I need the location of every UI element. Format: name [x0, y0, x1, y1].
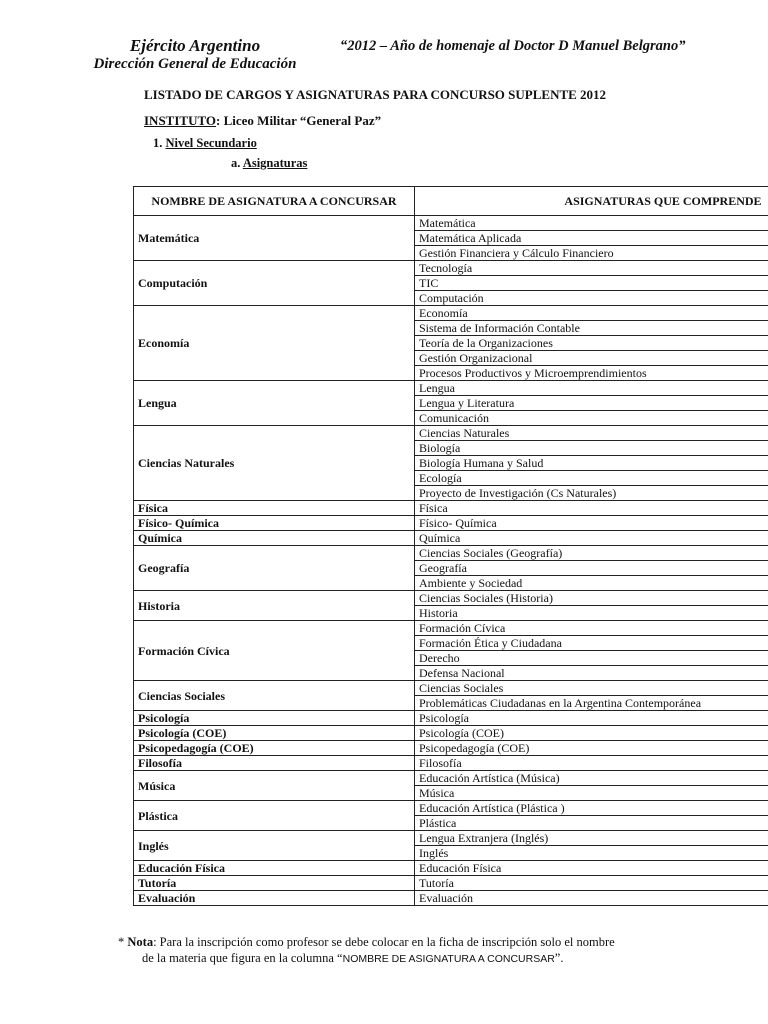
table-row: [134, 861, 768, 876]
included-subject-cell: Teoría de la Organizaciones: [415, 336, 768, 351]
included-subject-cell: Biología: [415, 441, 768, 456]
subject-name-cell: Evaluación: [134, 891, 415, 906]
included-subject-cell: Gestión Financiera y Cálculo Financiero: [415, 246, 768, 261]
subject-name-cell: Ciencias Naturales: [134, 426, 415, 501]
included-subject-cell: Ciencias Naturales: [415, 426, 768, 441]
subject-name-cell: Computación: [134, 261, 415, 306]
subject-name-cell: Economía: [134, 306, 415, 381]
footnote-text-1: : Para la inscripción como profesor se debe colocar en la ficha de inscripción solo el nombre: [153, 935, 615, 949]
table-row: [134, 756, 768, 771]
asignaturas-label: Asignaturas: [242, 156, 308, 170]
footnote-text-3: ”.: [554, 951, 564, 965]
instituto-label: INSTITUTO: [144, 113, 217, 128]
subject-name-cell: Filosofía: [134, 756, 415, 771]
included-subject-cell: Educación Artística (Música): [415, 771, 768, 786]
subject-name-cell: Formación Cívica: [134, 621, 415, 681]
included-subject-cell: Lengua: [415, 381, 768, 396]
included-subject-cell: Sistema de Información Contable: [415, 321, 768, 336]
table-row: [134, 306, 768, 321]
table-row: [134, 831, 768, 846]
included-subject-cell: Educación Física: [415, 861, 768, 876]
subject-name-cell: Físico- Química: [134, 516, 415, 531]
footnote: [118, 934, 728, 967]
included-subject-cell: Ciencias Sociales (Geografía): [415, 546, 768, 561]
included-subject-cell: Ecología: [415, 471, 768, 486]
included-subject-cell: Proyecto de Investigación (Cs Naturales): [415, 486, 768, 501]
instituto-line: [144, 113, 381, 129]
table-row: [134, 621, 768, 636]
subject-name-cell: Historia: [134, 591, 415, 621]
subject-name-cell: Plástica: [134, 801, 415, 831]
table-row: [134, 726, 768, 741]
subject-name-cell: Ciencias Sociales: [134, 681, 415, 711]
table-row: [134, 426, 768, 441]
asignaturas-heading: [231, 156, 307, 171]
included-subject-cell: Psicología (COE): [415, 726, 768, 741]
table-row: [134, 531, 768, 546]
nivel-heading: [153, 136, 257, 151]
subject-name-cell: Tutoría: [134, 876, 415, 891]
included-subject-cell: Inglés: [415, 846, 768, 861]
included-subject-cell: Economía: [415, 306, 768, 321]
included-subject-cell: Geografía: [415, 561, 768, 576]
col-header-subject: NOMBRE DE ASIGNATURA A CONCURSAR: [134, 187, 415, 216]
subject-name-cell: Psicopedagogía (COE): [134, 741, 415, 756]
table-row: [134, 681, 768, 696]
footnote-star: *: [118, 935, 128, 949]
table-row: [134, 741, 768, 756]
asignaturas-letter: a.: [231, 156, 241, 170]
subjects-table: [133, 186, 768, 906]
org-name: Ejército Argentino: [129, 36, 261, 55]
table-row: [134, 711, 768, 726]
included-subject-cell: Comunicación: [415, 411, 768, 426]
included-subject-cell: Filosofía: [415, 756, 768, 771]
table-row: [134, 801, 768, 816]
included-subject-cell: Formación Cívica: [415, 621, 768, 636]
included-subject-cell: Computación: [415, 291, 768, 306]
subject-name-cell: Lengua: [134, 381, 415, 426]
document-title: LISTADO DE CARGOS Y ASIGNATURAS PARA CONCURSO SUPLENTE 2012: [144, 87, 607, 102]
table-row: [134, 546, 768, 561]
included-subject-cell: Psicopedagogía (COE): [415, 741, 768, 756]
footnote-line-1: [118, 934, 728, 950]
included-subject-cell: Historia: [415, 606, 768, 621]
included-subject-cell: Procesos Productivos y Microemprendimientos: [415, 366, 768, 381]
header-motto: “2012 – Año de homenaje al Doctor D Manuel Belgrano”: [340, 38, 686, 54]
subject-name-cell: Química: [134, 531, 415, 546]
nivel-number: 1.: [153, 136, 163, 150]
included-subject-cell: Matemática: [415, 216, 768, 231]
table-row: [134, 516, 768, 531]
table-row: [134, 501, 768, 516]
table-row: [134, 381, 768, 396]
table-body: [134, 216, 768, 906]
included-subject-cell: Lengua Extranjera (Inglés): [415, 831, 768, 846]
included-subject-cell: Formación Ética y Ciudadana: [415, 636, 768, 651]
subject-name-cell: Matemática: [134, 216, 415, 261]
included-subject-cell: Gestión Organizacional: [415, 351, 768, 366]
included-subject-cell: Ambiente y Sociedad: [415, 576, 768, 591]
table-row: [134, 876, 768, 891]
included-subject-cell: Educación Artística (Plástica ): [415, 801, 768, 816]
included-subject-cell: Evaluación: [415, 891, 768, 906]
included-subject-cell: Química: [415, 531, 768, 546]
included-subject-cell: Plástica: [415, 816, 768, 831]
header-org-block: [60, 36, 330, 74]
included-subject-cell: Defensa Nacional: [415, 666, 768, 681]
subject-name-cell: Música: [134, 771, 415, 801]
subject-name-cell: Psicología (COE): [134, 726, 415, 741]
footnote-text-2: de la materia que figura en la columna “: [142, 951, 343, 965]
col-header-includes: ASIGNATURAS QUE COMPRENDE: [415, 187, 768, 216]
instituto-value: : Liceo Militar “General Paz”: [216, 113, 382, 128]
subject-name-cell: Educación Física: [134, 861, 415, 876]
table-row: [134, 891, 768, 906]
included-subject-cell: Lengua y Literatura: [415, 396, 768, 411]
footnote-label: Nota: [127, 935, 154, 949]
nivel-label: Nivel Secundario: [165, 136, 257, 150]
table-row: [134, 216, 768, 231]
included-subject-cell: Matemática Aplicada: [415, 231, 768, 246]
table-row: [134, 261, 768, 276]
included-subject-cell: Tutoría: [415, 876, 768, 891]
subject-name-cell: Inglés: [134, 831, 415, 861]
included-subject-cell: Psicología: [415, 711, 768, 726]
included-subject-cell: Música: [415, 786, 768, 801]
included-subject-cell: Ciencias Sociales: [415, 681, 768, 696]
table-row: [134, 591, 768, 606]
included-subject-cell: Problemáticas Ciudadanas en la Argentina Contemporánea: [415, 696, 768, 711]
included-subject-cell: TIC: [415, 276, 768, 291]
subject-name-cell: Psicología: [134, 711, 415, 726]
included-subject-cell: Biología Humana y Salud: [415, 456, 768, 471]
included-subject-cell: Derecho: [415, 651, 768, 666]
table-header-row: [134, 187, 768, 216]
included-subject-cell: Físico- Química: [415, 516, 768, 531]
included-subject-cell: Tecnología: [415, 261, 768, 276]
subject-name-cell: Física: [134, 501, 415, 516]
dept-name: Dirección General de Educación: [93, 56, 297, 72]
table-row: [134, 771, 768, 786]
footnote-quoted: NOMBRE DE ASIGNATURA A CONCURSAR: [342, 953, 555, 965]
included-subject-cell: Ciencias Sociales (Historia): [415, 591, 768, 606]
footnote-line-2: [118, 950, 728, 967]
subject-name-cell: Geografía: [134, 546, 415, 591]
included-subject-cell: Física: [415, 501, 768, 516]
